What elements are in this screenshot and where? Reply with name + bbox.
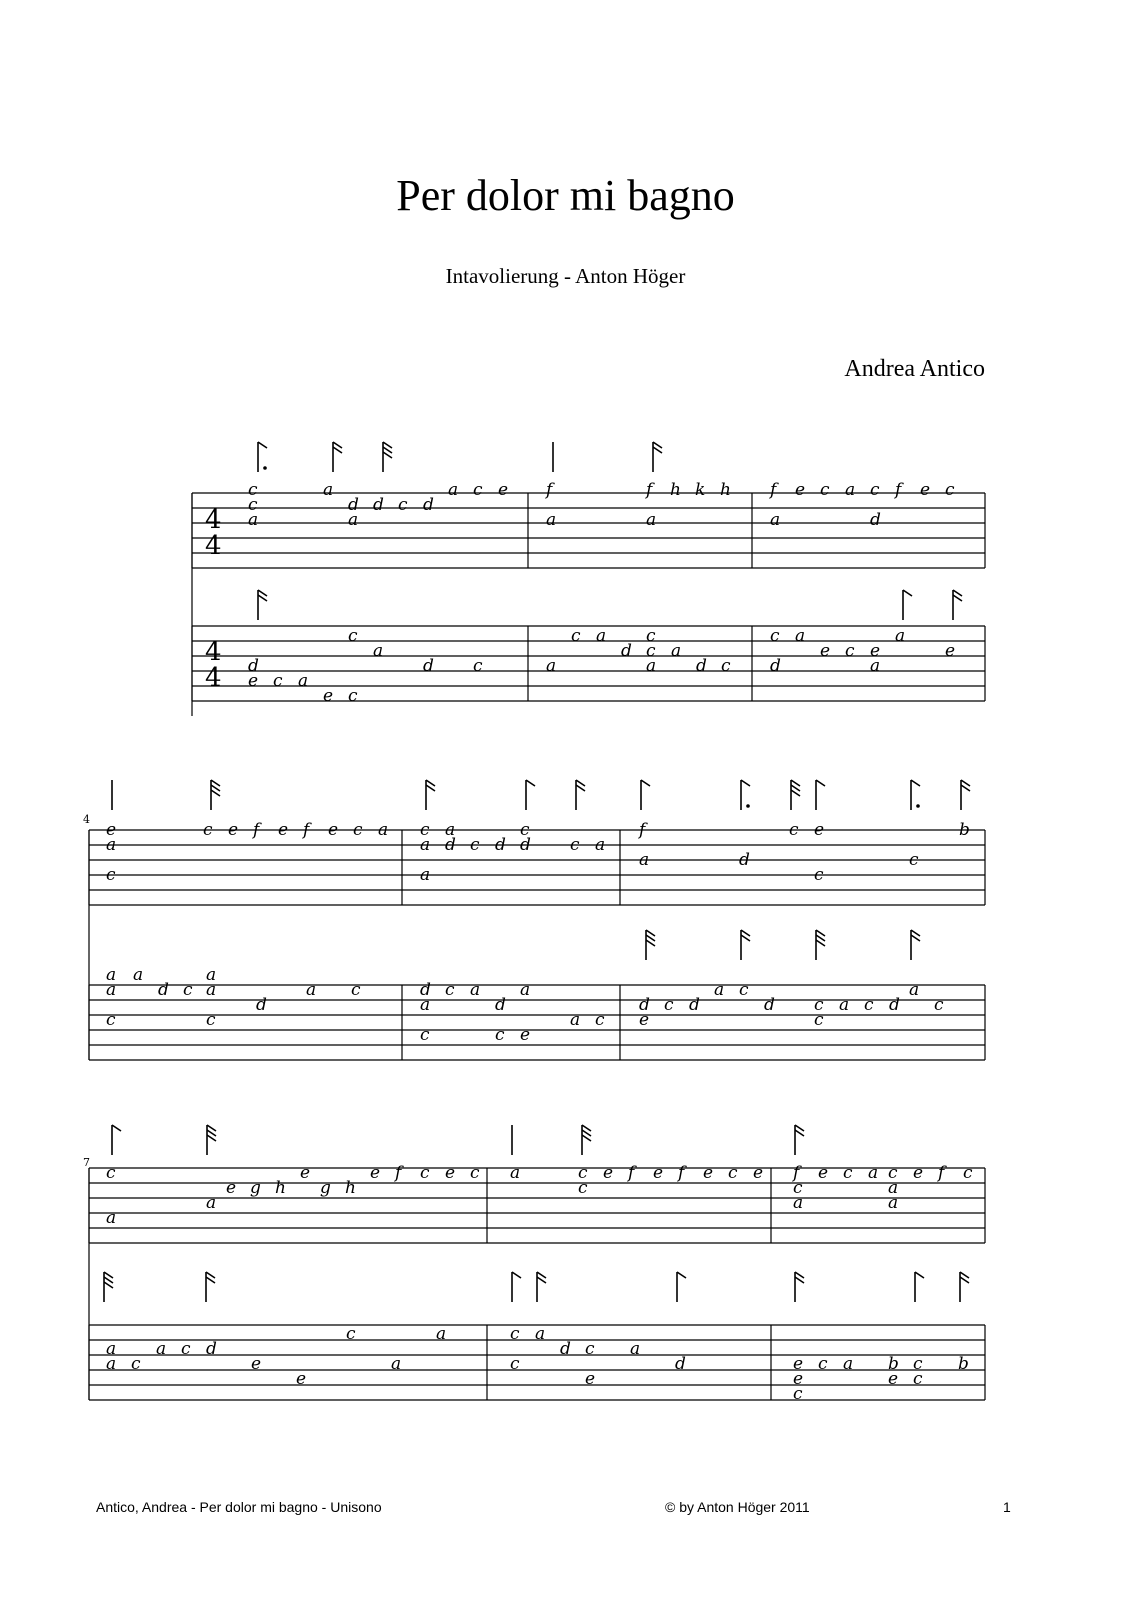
tab-letter-d: d [248, 656, 259, 676]
tab-letter-c: c [473, 480, 483, 500]
tab-letter-c: c [793, 1178, 803, 1198]
tab-letter-a: a [470, 980, 481, 1000]
tab-letter-c: c [473, 656, 483, 676]
composer-name: Andrea Antico [844, 356, 985, 382]
tab-letter-d: d [495, 995, 506, 1015]
rhythm-flag-flag [741, 780, 750, 786]
tab-letter-e: e [296, 1369, 307, 1389]
tab-letter-d: d [696, 656, 707, 676]
tab-letter-c: c [348, 686, 358, 706]
tab-letter-e: e [328, 820, 339, 840]
tab-letter-d: d [739, 850, 750, 870]
rhythm-flag-flag [677, 1272, 686, 1278]
tab-letter-e: e [820, 641, 831, 661]
tab-letter-c: c [789, 820, 799, 840]
tab-letter-f: f [628, 1163, 635, 1183]
tab-letter-a: a [868, 1163, 879, 1183]
tab-letter-f: f [938, 1163, 945, 1183]
tab-letter-b: b [959, 820, 970, 840]
tab-letter-e: e [370, 1163, 381, 1183]
rhythm-flag-flag [112, 1125, 121, 1131]
tab-letter-c: c [570, 835, 580, 855]
tab-letter-a: a [520, 980, 531, 1000]
tab-letter-e: e [520, 1025, 531, 1045]
tab-letter-e: e [278, 820, 289, 840]
tab-letter-d: d [870, 510, 881, 530]
tab-letter-d: d [520, 835, 531, 855]
tab-letter-c: c [206, 1010, 216, 1030]
tab-letter-a: a [770, 510, 781, 530]
tab-letter-c: c [470, 835, 480, 855]
tab-letter-a: a [845, 480, 856, 500]
tab-letter-c: c [845, 641, 855, 661]
tab-letter-e: e [639, 1010, 650, 1030]
tab-letter-d: d [206, 1339, 217, 1359]
tab-letter-e: e [888, 1369, 899, 1389]
tab-letter-c: c [870, 480, 880, 500]
tab-letter-c: c [571, 626, 581, 646]
tab-letter-a: a [546, 656, 557, 676]
tab-letter-c: c [739, 980, 749, 1000]
tab-letter-d: d [495, 835, 506, 855]
tab-letter-d: d [423, 495, 434, 515]
tab-letter-a: a [839, 995, 850, 1015]
tab-letter-a: a [843, 1354, 854, 1374]
rhythm-flag-flag [816, 780, 825, 786]
tab-letter-c: c [351, 980, 361, 1000]
tab-letter-c: c [793, 1384, 803, 1404]
tab-letter-c: c [646, 641, 656, 661]
rhythm-flag-flag [258, 442, 267, 448]
tab-letter-e: e [300, 1163, 311, 1183]
tab-letter-a: a [323, 480, 334, 500]
tab-letter-f: f [646, 480, 653, 500]
tab-letter-e: e [870, 641, 881, 661]
tab-letter-c: c [398, 495, 408, 515]
time-signature-numerator: 4 [205, 637, 222, 667]
tab-letter-c: c [595, 1010, 605, 1030]
tab-letter-g: g [250, 1178, 261, 1198]
tab-letter-c: c [520, 820, 530, 840]
tab-letter-a: a [378, 820, 389, 840]
tab-letter-c: c [131, 1354, 141, 1374]
tab-letter-d: d [158, 980, 169, 1000]
tab-letter-c: c [814, 995, 824, 1015]
tab-letter-f: f [770, 480, 777, 500]
rhythm-flag-dot [916, 804, 920, 808]
tab-letter-a: a [106, 965, 117, 985]
rhythm-flag-flag [512, 1272, 521, 1278]
tab-letter-c: c [248, 495, 258, 515]
tab-letter-a: a [596, 626, 607, 646]
tab-letter-c: c [888, 1163, 898, 1183]
tab-letter-c: c [814, 865, 824, 885]
tab-letter-c: c [664, 995, 674, 1015]
tab-letter-a: a [793, 1193, 804, 1213]
tab-letter-a: a [106, 1354, 117, 1374]
tab-letter-d: d [689, 995, 700, 1015]
tab-letter-a: a [436, 1324, 447, 1344]
tab-letter-d: d [770, 656, 781, 676]
tab-letter-d: d [889, 995, 900, 1015]
rhythm-flag-flag [903, 590, 912, 596]
tab-letter-a: a [445, 820, 456, 840]
tab-letter-a: a [248, 510, 259, 530]
tab-letter-f: f [639, 820, 646, 840]
tab-letter-f: f [253, 820, 260, 840]
rhythm-flag-dot [263, 466, 267, 470]
tab-letter-a: a [106, 835, 117, 855]
tab-letter-a: a [535, 1324, 546, 1344]
tab-letter-a: a [298, 671, 309, 691]
tab-letter-a: a [714, 980, 725, 1000]
tab-letter-e: e [603, 1163, 614, 1183]
footer-left: Antico, Andrea - Per dolor mi bagno - Unisono [96, 1499, 382, 1515]
tab-letter-d: d [560, 1339, 571, 1359]
tab-letter-c: c [934, 995, 944, 1015]
tab-letter-e: e [653, 1163, 664, 1183]
tab-letter-d: d [423, 656, 434, 676]
tab-letter-f: f [678, 1163, 685, 1183]
tab-letter-a: a [630, 1339, 641, 1359]
tab-letter-a: a [420, 835, 431, 855]
tab-letter-b: b [888, 1354, 899, 1374]
tab-letter-c: c [945, 480, 955, 500]
tab-letter-c: c [728, 1163, 738, 1183]
tab-letter-c: c [814, 1010, 824, 1030]
tab-letter-c: c [106, 865, 116, 885]
tab-letter-a: a [639, 850, 650, 870]
tab-letter-a: a [348, 510, 359, 530]
time-signature-denominator: 4 [205, 663, 222, 693]
measure-number: 7 [83, 1156, 90, 1169]
tab-letter-e: e [945, 641, 956, 661]
tab-letter-c: c [183, 980, 193, 1000]
footer-copyright: © by Anton Höger 2011 [665, 1499, 810, 1515]
tab-letter-c: c [495, 1025, 505, 1045]
tab-letter-d: d [764, 995, 775, 1015]
tab-letter-e: e [585, 1369, 596, 1389]
tab-letter-a: a [106, 1208, 117, 1228]
rhythm-flag-flag [526, 780, 535, 786]
tab-letter-c: c [203, 820, 213, 840]
tab-letter-e: e [703, 1163, 714, 1183]
tab-letter-d: d [675, 1354, 686, 1374]
page-title: Per dolor mi bagno [396, 171, 735, 220]
tab-letter-c: c [420, 820, 430, 840]
tab-letter-c: c [106, 1010, 116, 1030]
tab-letter-c: c [346, 1324, 356, 1344]
tab-letter-c: c [578, 1163, 588, 1183]
rhythm-flag-flag [911, 780, 920, 786]
tab-letter-a: a [895, 626, 906, 646]
tab-letter-a: a [795, 626, 806, 646]
tab-letter-k: k [695, 480, 706, 500]
tab-letter-a: a [570, 1010, 581, 1030]
tab-letter-a: a [870, 656, 881, 676]
tab-letter-e: e [251, 1354, 262, 1374]
tab-letter-a: a [510, 1163, 521, 1183]
tab-letter-a: a [448, 480, 459, 500]
rhythm-flag-flag [641, 780, 650, 786]
tab-letter-a: a [595, 835, 606, 855]
tab-letter-c: c [420, 1025, 430, 1045]
tab-letter-a: a [206, 980, 217, 1000]
tab-letter-f: f [895, 480, 902, 500]
tab-letter-a: a [888, 1193, 899, 1213]
tab-letter-e: e [920, 480, 931, 500]
tab-letter-c: c [273, 671, 283, 691]
tab-letter-a: a [156, 1339, 167, 1359]
tab-letter-e: e [913, 1163, 924, 1183]
tab-letter-a: a [420, 865, 431, 885]
tab-letter-b: b [958, 1354, 969, 1374]
tab-letter-c: c [445, 980, 455, 1000]
tab-letter-e: e [818, 1163, 829, 1183]
tab-letter-e: e [323, 686, 334, 706]
tab-letter-c: c [770, 626, 780, 646]
tab-letter-a: a [391, 1354, 402, 1374]
tab-letter-e: e [248, 671, 259, 691]
tab-letter-d: d [348, 495, 359, 515]
tab-letter-d: d [420, 980, 431, 1000]
measure-number: 4 [83, 813, 90, 826]
tab-letter-h: h [275, 1178, 286, 1198]
tab-letter-d: d [639, 995, 650, 1015]
tab-letter-c: c [420, 1163, 430, 1183]
tab-letter-e: e [445, 1163, 456, 1183]
time-signature-numerator: 4 [205, 505, 222, 535]
tab-letter-c: c [864, 995, 874, 1015]
tab-letter-c: c [510, 1354, 520, 1374]
tab-letter-c: c [818, 1354, 828, 1374]
tab-letter-c: c [913, 1369, 923, 1389]
tab-letter-h: h [345, 1178, 356, 1198]
rhythm-flag-dot [746, 804, 750, 808]
tab-letter-c: c [909, 850, 919, 870]
tab-letter-a: a [206, 965, 217, 985]
time-signature-denominator: 4 [205, 531, 222, 561]
tab-letter-h: h [720, 480, 731, 500]
tab-letter-e: e [814, 820, 825, 840]
tab-letter-a: a [909, 980, 920, 1000]
tab-letter-d: d [373, 495, 384, 515]
rhythm-flag-flag [915, 1272, 924, 1278]
tab-letter-c: c [585, 1339, 595, 1359]
tab-letter-c: c [843, 1163, 853, 1183]
tab-letter-c: c [721, 656, 731, 676]
tab-letter-h: h [670, 480, 681, 500]
tab-letter-d: d [445, 835, 456, 855]
tab-letter-c: c [348, 626, 358, 646]
tab-letter-c: c [106, 1163, 116, 1183]
tab-letter-f: f [303, 820, 310, 840]
tab-letter-a: a [206, 1193, 217, 1213]
tab-letter-f: f [546, 480, 553, 500]
tab-letter-a: a [546, 510, 557, 530]
tab-letter-a: a [671, 641, 682, 661]
tab-letter-c: c [913, 1354, 923, 1374]
tab-letter-e: e [753, 1163, 764, 1183]
tab-letter-c: c [646, 626, 656, 646]
tab-letter-c: c [353, 820, 363, 840]
tab-letter-e: e [498, 480, 509, 500]
tab-letter-c: c [820, 480, 830, 500]
tab-letter-e: e [793, 1354, 804, 1374]
tab-letter-a: a [306, 980, 317, 1000]
tab-letter-c: c [181, 1339, 191, 1359]
tab-letter-d: d [256, 995, 267, 1015]
tab-letter-g: g [320, 1178, 331, 1198]
tab-letter-a: a [646, 656, 657, 676]
tab-letter-f: f [395, 1163, 402, 1183]
tab-letter-c: c [248, 480, 258, 500]
tab-letter-c: c [578, 1178, 588, 1198]
tab-letter-a: a [646, 510, 657, 530]
tab-letter-c: c [470, 1163, 480, 1183]
tab-letter-a: a [420, 995, 431, 1015]
tab-letter-a: a [133, 965, 144, 985]
tab-letter-a: a [888, 1178, 899, 1198]
tab-letter-a: a [373, 641, 384, 661]
tab-letter-c: c [963, 1163, 973, 1183]
tab-letter-a: a [106, 980, 117, 1000]
tab-letter-d: d [621, 641, 632, 661]
page-number: 1 [1003, 1499, 1011, 1515]
tab-letter-c: c [510, 1324, 520, 1344]
tab-letter-f: f [793, 1163, 800, 1183]
tab-letter-e: e [226, 1178, 237, 1198]
tab-letter-e: e [228, 820, 239, 840]
page-subtitle: Intavolierung - Anton Höger [445, 264, 686, 288]
tab-letter-e: e [106, 820, 117, 840]
tab-letter-e: e [795, 480, 806, 500]
tab-letter-a: a [106, 1339, 117, 1359]
tab-letter-e: e [793, 1369, 804, 1389]
